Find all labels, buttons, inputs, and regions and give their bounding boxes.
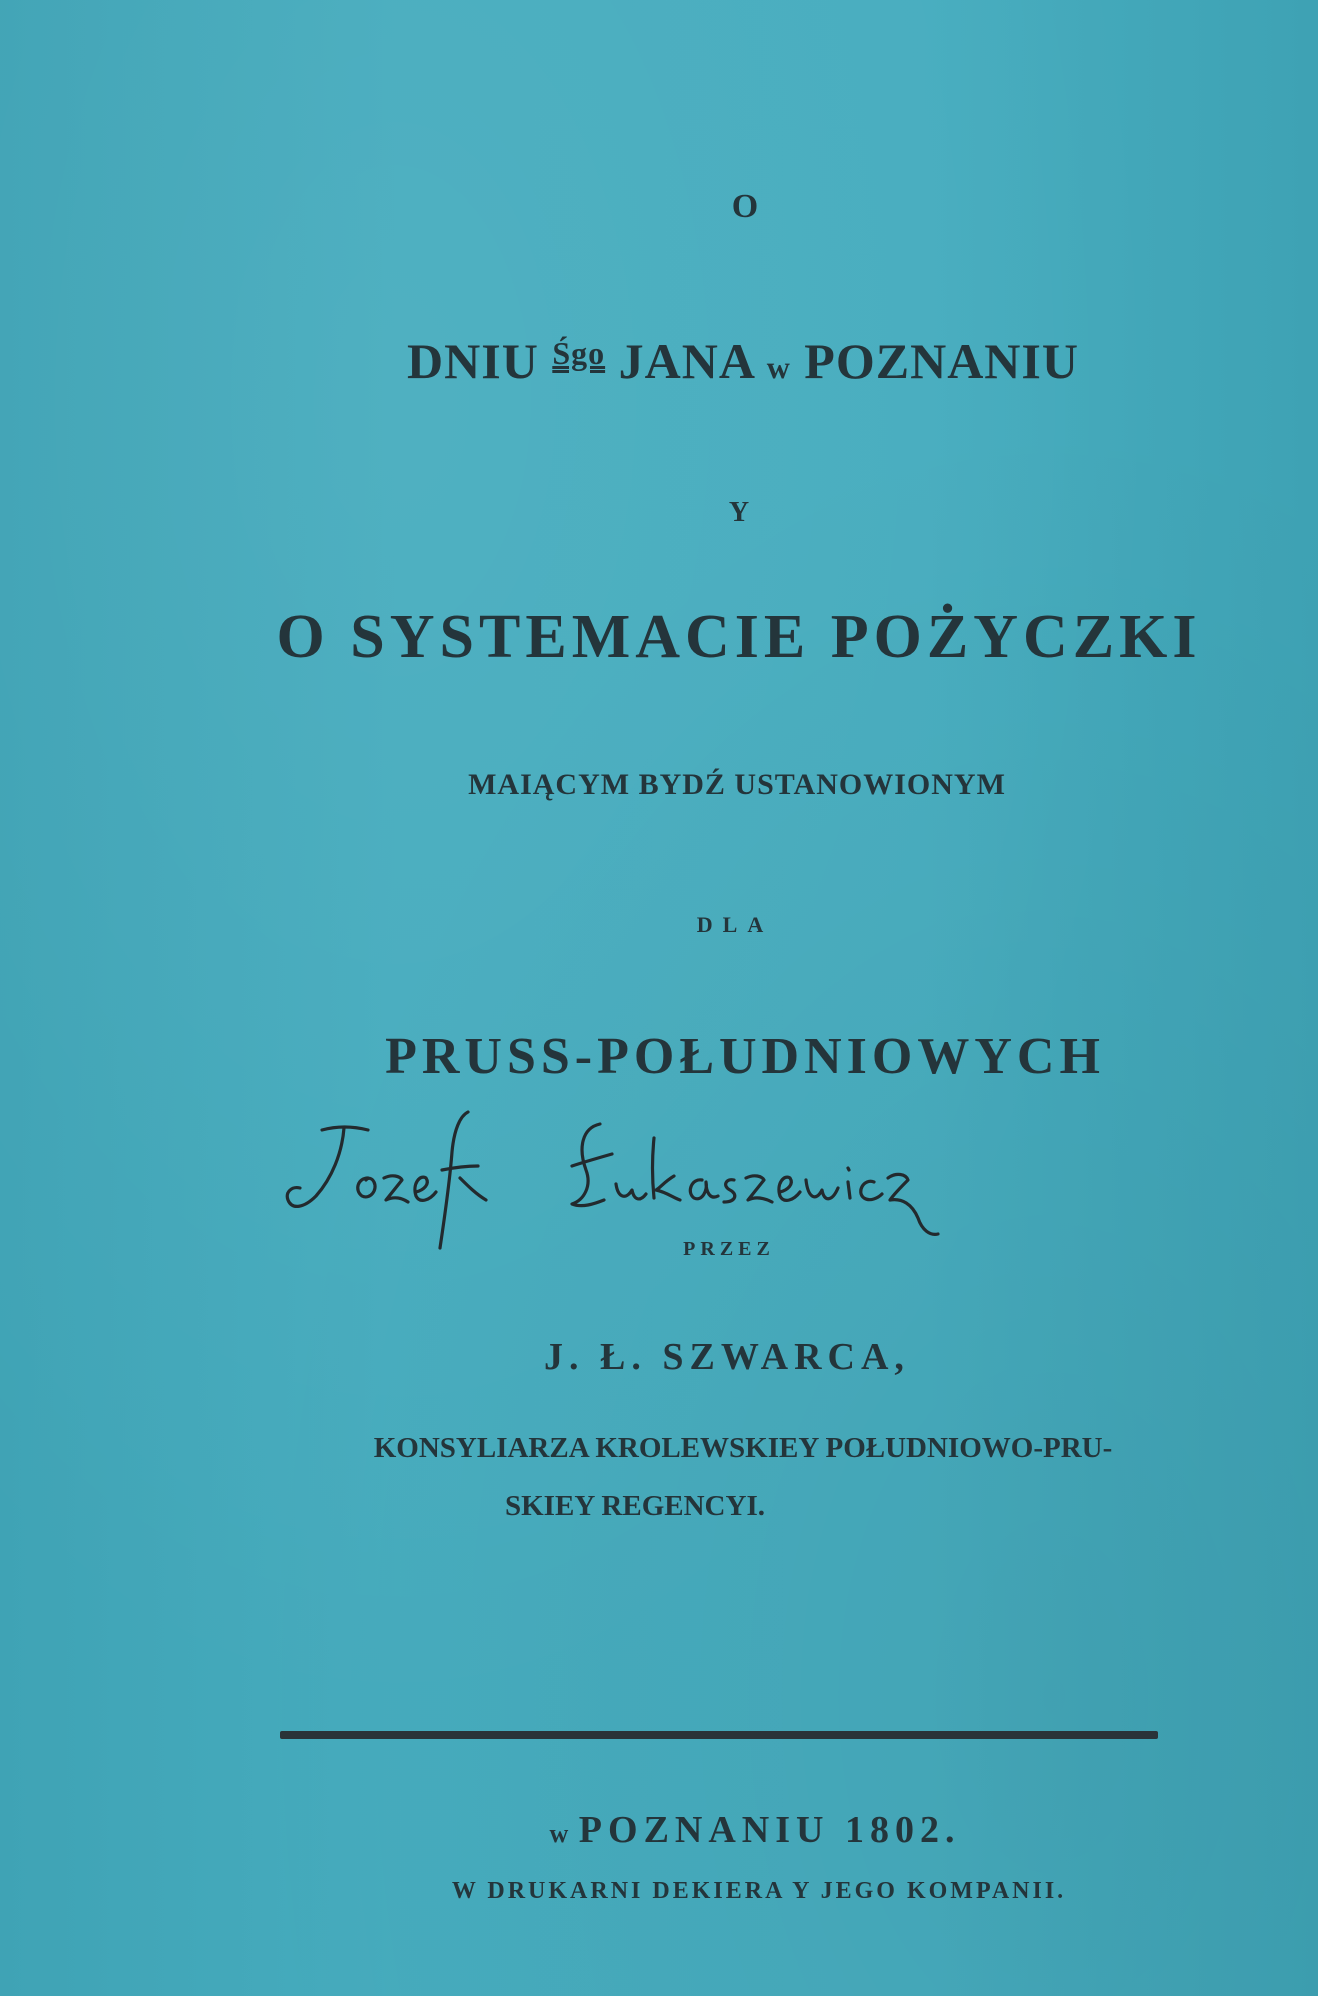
imprint-place-year [96, 1808, 1318, 1852]
title-line-przez: PRZEZ [683, 1238, 775, 1260]
title-line-dniu [84, 332, 1318, 390]
dniu-sgo-abbrev: Śgo [552, 335, 606, 371]
handwritten-signature [282, 1108, 1042, 1258]
title-line-o: O [731, 188, 759, 225]
title-line-y: Y [728, 497, 750, 528]
imprint-place: POZNANIU [578, 1809, 845, 1851]
jana-text: JANA [605, 333, 767, 389]
title-line-systemacie: O SYSTEMACIE POŻYCZKI [276, 603, 1202, 671]
title-line-dla: DLA [696, 912, 774, 937]
title-line-pruss: PRUSS-POŁUDNIOWYCH [385, 1028, 1105, 1085]
imprint-year: 1802. [844, 1809, 961, 1851]
author-name: J. Ł. SZWARCA, [544, 1336, 910, 1378]
imprint-w: w [549, 1819, 579, 1848]
poznaniu-text: POZNANIU [790, 333, 1079, 389]
dniu-text: DNIU [407, 333, 553, 389]
horizontal-rule [280, 1731, 1158, 1739]
imprint-printer: W DRUKARNI DEKIERA Y JEGO KOMPANII. [451, 1878, 1067, 1904]
title-line-maiacym: MAIĄCYM BYDŹ USTANOWIONYM [468, 768, 1006, 801]
w-text: w [766, 349, 791, 385]
author-title-line-1: KONSYLIARZA KROLEWSKIEY POŁUDNIOWO-PRU- [373, 1432, 1113, 1464]
author-title-line-2: SKIEY REGENCYI. [505, 1490, 765, 1522]
